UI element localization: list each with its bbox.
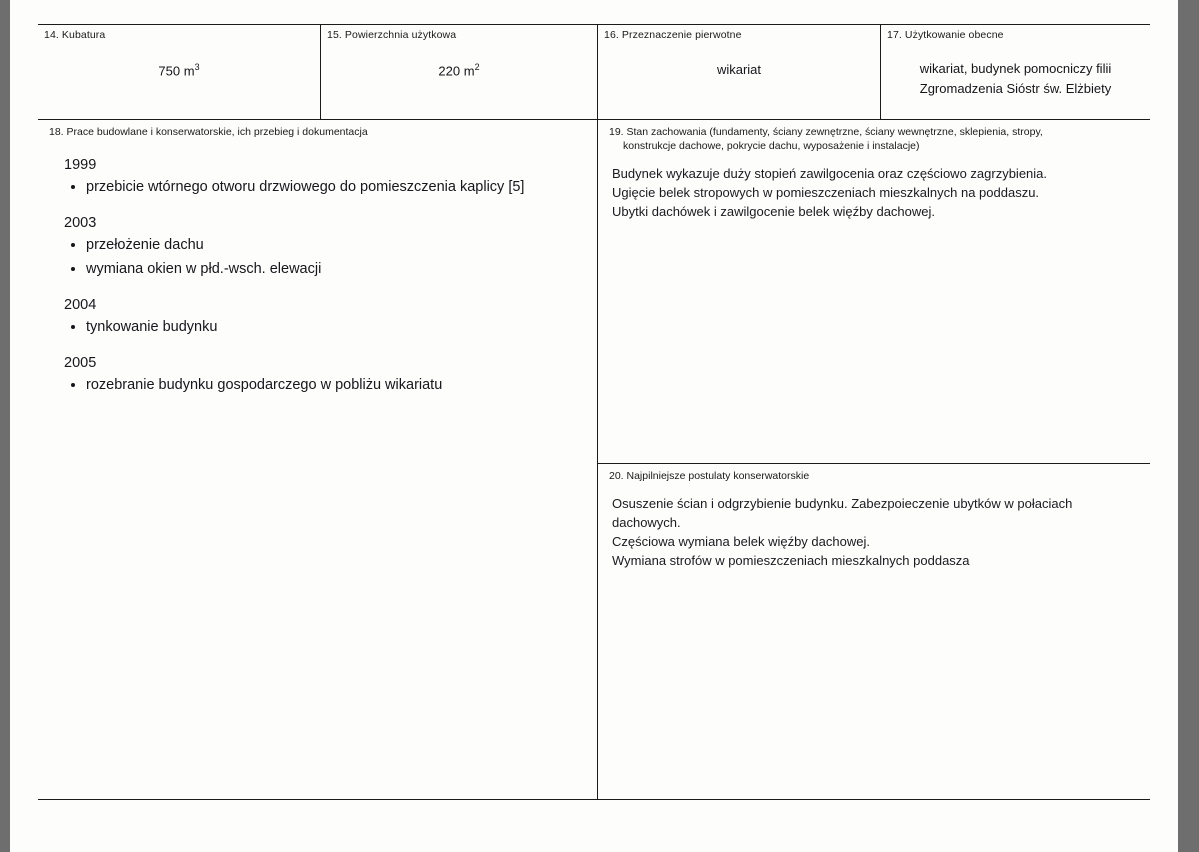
list-item: • przebicie wtórnego otworu drzwiowego do pomieszczenia kaplicy [5] — [86, 177, 597, 197]
text-line: Częściowa wymiana belek więźby dachowej. — [612, 533, 870, 549]
works-group — [56, 355, 597, 395]
text-line: Budynek wykazuje duży stopień zawilgocenia oraz częściowo zagrzybienia. — [612, 166, 1048, 182]
right-column — [598, 120, 1150, 800]
field-kubatura-label: 14. Kubatura — [44, 29, 106, 41]
works-items — [56, 177, 597, 197]
list-item: • przełożenie dachu — [86, 235, 597, 255]
field-uzytkowanie-value: wikariat, budynek pomocniczy filii Zgromadzenia Sióstr św. Elżbiety — [919, 61, 1112, 96]
field-kubatura-number: 750 m — [158, 63, 195, 79]
field-prace-budowlane — [38, 120, 598, 800]
field-przeznaczenie-pierwotne — [598, 24, 881, 120]
field-przeznaczenie-label: 16. Przeznaczenie pierwotne — [604, 29, 742, 41]
list-item: • wymiana okien w płd.-wsch. elewacji — [86, 259, 597, 279]
works-group — [56, 297, 597, 337]
field-uzytkowanie-label: 17. Użytkowanie obecne — [887, 29, 1004, 41]
works-year: 1999 — [64, 157, 97, 174]
field-stan-zachowania-label-line1: 19. Stan zachowania (fundamenty, ściany zewnętrzne, ściany wewnętrzne, sklepienia, stropy, — [609, 126, 1043, 138]
text-line: Wymiana strofów w pomieszczeniach mieszkalnych poddasza — [612, 552, 970, 568]
works-items — [56, 317, 597, 337]
field-powierzchnia-number: 220 m — [438, 63, 475, 79]
field-powierzchnia-label: 15. Powierzchnia użytkowa — [327, 29, 457, 41]
works-items — [56, 375, 597, 395]
works-year: 2005 — [64, 355, 97, 372]
field-postulaty-text — [598, 483, 1150, 570]
field-uzytkowanie-obecne — [881, 24, 1150, 120]
works-year: 2004 — [64, 297, 97, 314]
field-powierzchnia-unit-exponent: 2 — [474, 62, 480, 72]
field-powierzchnia-value — [321, 61, 597, 80]
form-sheet — [38, 24, 1150, 800]
field-powierzchnia — [321, 24, 598, 120]
field-stan-zachowania — [598, 120, 1150, 464]
field-prace-budowlane-label: 18. Prace budowlane i konserwatorskie, ich przebieg i dokumentacja — [49, 126, 368, 138]
works-year: 2003 — [64, 215, 97, 232]
text-line: Ubytki dachówek i zawilgocenie belek więźby dachowej. — [612, 204, 936, 220]
works-list — [38, 139, 597, 395]
list-item: • tynkowanie budynku — [86, 317, 597, 337]
field-stan-zachowania-label — [598, 120, 1150, 153]
works-items — [56, 235, 597, 279]
field-postulaty-konserwatorskie — [598, 464, 1150, 800]
works-group — [56, 215, 597, 279]
field-przeznaczenie-value: wikariat — [716, 62, 762, 77]
text-line: Osuszenie ścian i odgrzybienie budynku. Zabezpoieczenie ubytków w połaciach dachowych. — [612, 496, 1073, 531]
lower-fields-area — [38, 120, 1150, 800]
field-postulaty-label: 20. Najpilniejsze postulaty konserwatorskie — [609, 470, 810, 482]
list-item: • rozebranie budynku gospodarczego w pobliżu wikariatu — [86, 375, 597, 395]
field-stan-zachowania-label-line2: konstrukcje dachowe, pokrycie dachu, wyposażenie i instalacje) — [623, 140, 920, 153]
field-kubatura-value — [38, 61, 320, 80]
field-kubatura-unit-exponent: 3 — [194, 62, 200, 72]
works-group — [56, 157, 597, 197]
text-line: Ugięcie belek stropowych w pomieszczeniach mieszkalnych na poddaszu. — [612, 185, 1040, 201]
top-fields-row — [38, 24, 1150, 120]
document-page — [10, 0, 1178, 852]
field-kubatura — [38, 24, 321, 120]
field-stan-zachowania-text — [598, 153, 1150, 222]
